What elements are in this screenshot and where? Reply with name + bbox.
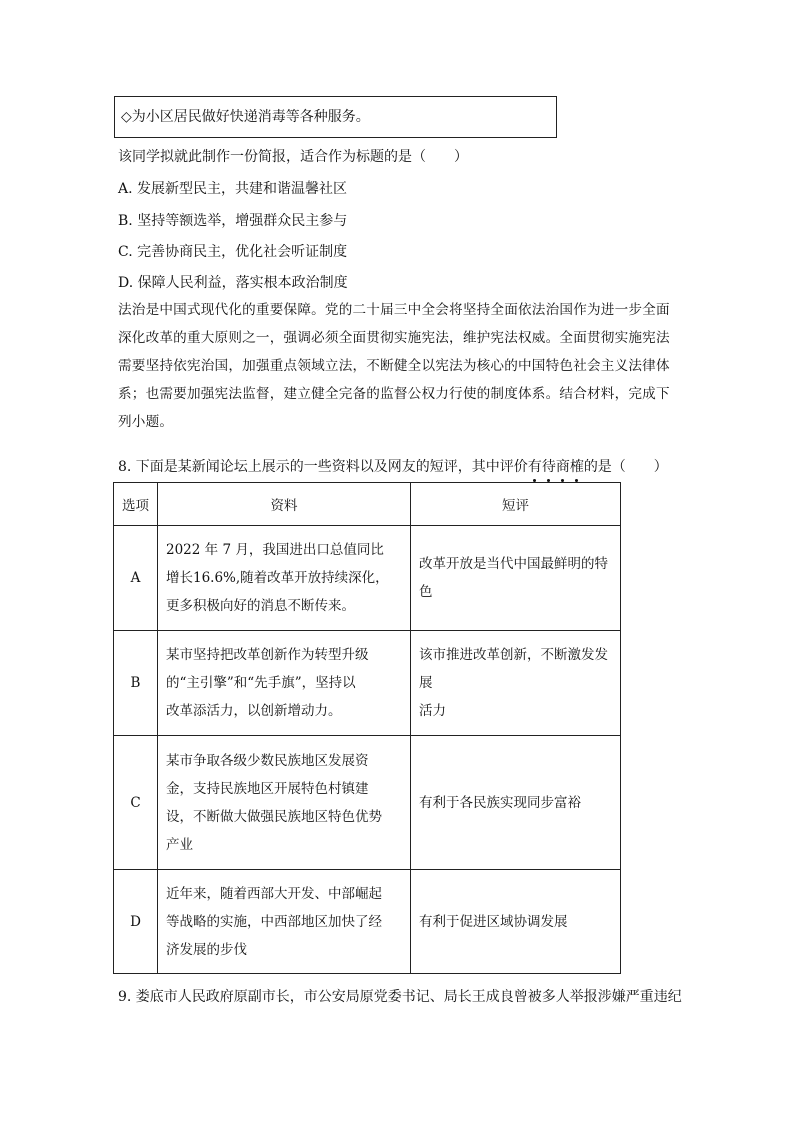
review-line: 有利于促进区域协调发展	[419, 913, 568, 930]
material-line: 近年来，随着西部大开发、中部崛起	[166, 885, 382, 902]
question-9-prompt: 9. 娄底市人民政府原副市长，市公安局原党委书记、局长王成良曾被多人举报涉嫌严重违纪	[118, 989, 682, 1005]
row-material	[158, 631, 411, 736]
header-option: 选项	[114, 483, 158, 526]
boxed-note: ◇为小区居民做好快递消毒等各种服务。	[114, 96, 557, 138]
q8-suffix: 的是（ ）	[583, 459, 668, 475]
row-material	[158, 526, 411, 631]
review-line: 该市推进改革创新，不断激发发展	[419, 647, 608, 691]
material-line: 设，不断做大做强民族地区特色优势	[166, 808, 382, 825]
header-review: 短评	[411, 483, 621, 526]
row-option: A	[114, 526, 158, 631]
review-line: 改革开放是当代中国最鲜明的特色	[419, 556, 608, 600]
emphasis-char: 有	[528, 456, 542, 476]
option-b: B. 坚持等额选举，增强群众民主参与	[118, 213, 348, 229]
question-7-prompt: 该同学拟就此制作一份简报，适合作为标题的是（ ）	[118, 149, 468, 165]
emphasis-char: 待	[542, 456, 556, 476]
material-line: 产业	[166, 836, 193, 853]
table-header-row	[114, 483, 621, 526]
review-line: 有利于各民族实现同步富裕	[419, 794, 581, 811]
row-review	[411, 526, 621, 631]
row-review	[411, 631, 621, 736]
material-line: 济发展的步伐	[166, 941, 247, 958]
material-line: 2022 年 7 月，我国进出口总值同比	[166, 542, 384, 558]
emphasis-char: 榷	[570, 456, 584, 476]
table-row	[114, 526, 621, 631]
row-material	[158, 870, 411, 974]
material-line: 的“主引擎”和“先手旗”，坚持以	[166, 675, 356, 691]
materials-table	[113, 482, 621, 974]
material-line: 增长16.6%,随着改革开放持续深化，	[166, 570, 389, 586]
table-row	[114, 631, 621, 736]
passage-line: 列小题。	[118, 414, 174, 430]
option-c: C. 完善协商民主，优化社会听证制度	[118, 244, 348, 260]
passage-line: 需要坚持依宪治国，加强重点领域立法，不断健全以宪法为核心的中国特色社会主义法律体	[118, 358, 670, 374]
option-d: D. 保障人民利益，落实根本政治制度	[118, 275, 348, 291]
material-line: 等战略的实施，中西部地区加快了经	[166, 913, 382, 930]
table-row	[114, 736, 621, 870]
passage-line: 系；也需要加强宪法监督，建立健全完备的监督公权力行使的制度体系。结合材料，完成下	[118, 386, 670, 402]
table-row	[114, 870, 621, 974]
passage-line: 法治是中国式现代化的重要保障。党的二十届三中全会将坚持全面依法治国作为进一步全面	[118, 302, 670, 318]
review-line: 活力	[419, 703, 446, 719]
emphasis-char: 商	[556, 456, 570, 476]
material-line: 某市坚持把改革创新作为转型升级	[166, 647, 369, 663]
row-option: B	[114, 631, 158, 736]
material-line: 更多积极向好的消息不断传来。	[166, 598, 355, 614]
row-option: C	[114, 736, 158, 870]
q8-prefix: 8. 下面是某新闻论坛上展示的一些资料以及网友的短评，其中评价	[118, 459, 528, 475]
material-line: 某市争取各级少数民族地区发展资	[166, 752, 369, 769]
header-material: 资料	[158, 483, 411, 526]
passage-line: 深化改革的重大原则之一，强调必须全面贯彻实施宪法，维护宪法权威。全面贯彻实施宪法	[118, 330, 670, 346]
row-material	[158, 736, 411, 870]
material-line: 改革添活力，以创新增动力。	[166, 703, 342, 719]
row-review	[411, 736, 621, 870]
row-review	[411, 870, 621, 974]
row-option: D	[114, 870, 158, 974]
material-line: 金，支持民族地区开展特色村镇建	[166, 780, 369, 797]
option-a: A. 发展新型民主，共建和谐温馨社区	[118, 181, 348, 197]
passage	[118, 296, 678, 436]
question-8-prompt	[118, 456, 668, 476]
